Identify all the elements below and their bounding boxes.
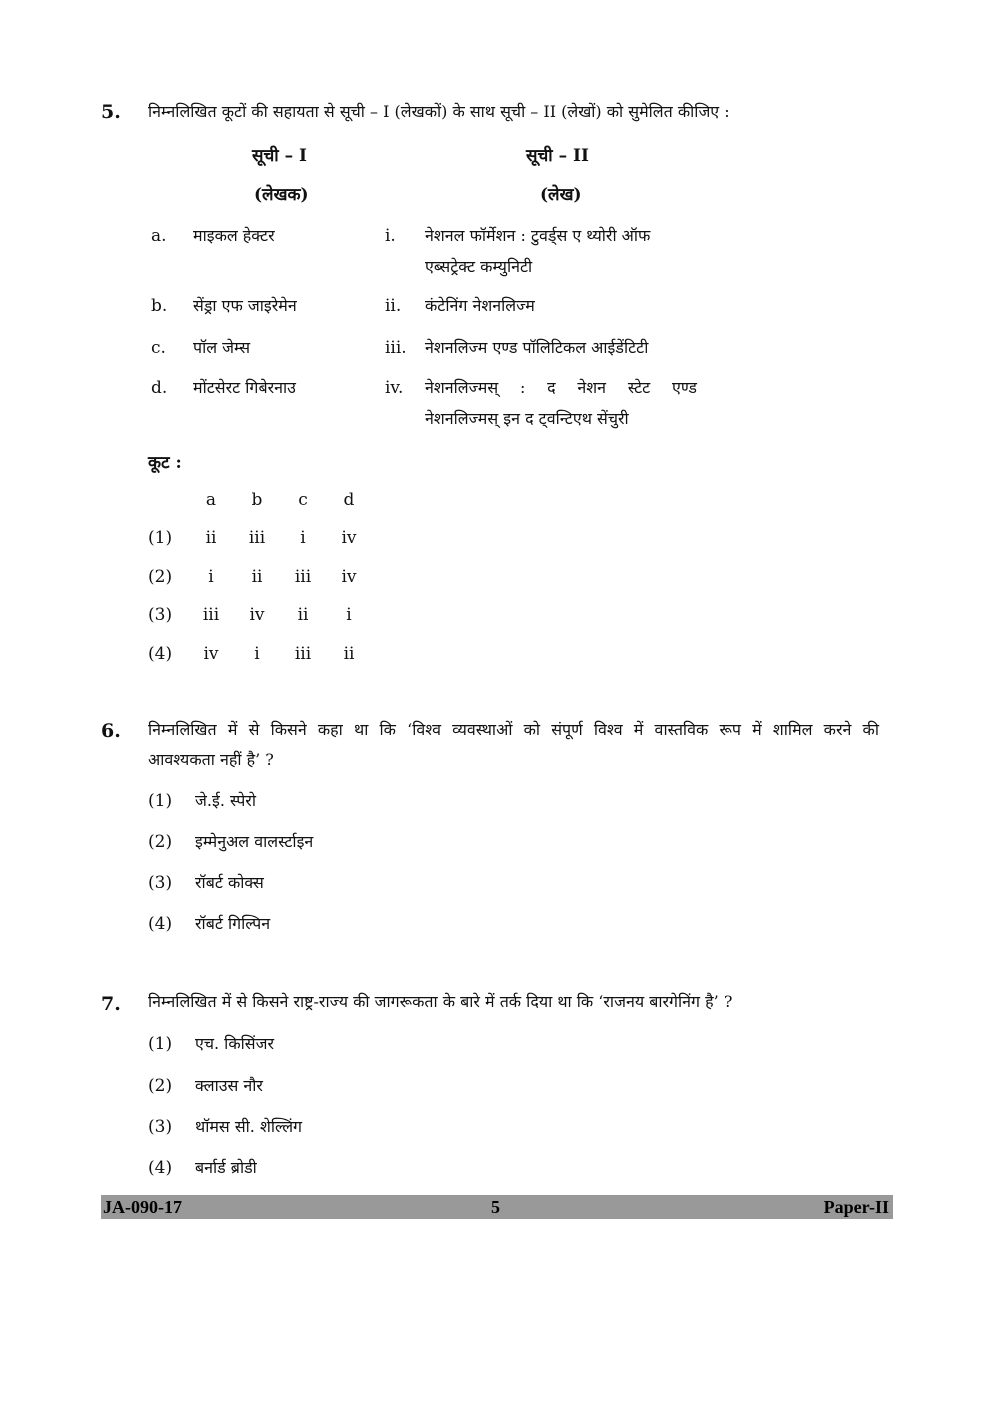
code-header: c bbox=[298, 490, 308, 510]
code-row-number: (1) bbox=[148, 528, 173, 548]
option-text: क्लाउस नौर bbox=[195, 1076, 263, 1095]
question-stem-continued: आवश्यकता नहीं है’ ? bbox=[148, 750, 274, 769]
code-row-number: (4) bbox=[148, 644, 173, 664]
author: सेंड्रा एफ जाइरेमेन bbox=[193, 296, 297, 315]
pair-label: a. bbox=[151, 226, 167, 246]
list1-title: सूची – I bbox=[252, 146, 307, 166]
code-cell: iv bbox=[341, 528, 357, 548]
code-cell: iii bbox=[294, 567, 312, 587]
list1-subtitle: (लेखक) bbox=[254, 185, 309, 205]
option-number: (3) bbox=[148, 1117, 173, 1137]
work-title-continued: नेशनलिज्मस् इन द ट्वन्टिएथ सेंचुरी bbox=[425, 409, 629, 428]
option-number: (2) bbox=[148, 832, 173, 852]
code-cell: iii bbox=[248, 528, 266, 548]
code-cell: ii bbox=[343, 644, 355, 664]
code-cell: i bbox=[346, 605, 352, 625]
work-roman: iv. bbox=[385, 378, 404, 398]
code-cell: i bbox=[208, 567, 214, 587]
work-title: नेशनल फॉर्मेशन : टुवर्ड्स ए थ्योरी ऑफ bbox=[425, 226, 651, 245]
work-roman: iii. bbox=[385, 338, 407, 358]
question-stem: निम्नलिखित कूटों की सहायता से सूची – I (लेखकों) के साथ सूची – II (लेखों) को सुमेलित कीजिए : bbox=[148, 102, 730, 121]
pair-label: b. bbox=[151, 296, 168, 316]
code-cell: iv bbox=[249, 605, 265, 625]
option-number: (1) bbox=[148, 1034, 173, 1054]
work-roman: i. bbox=[385, 226, 396, 246]
pair-label: c. bbox=[151, 338, 166, 358]
option-number: (3) bbox=[148, 873, 173, 893]
page-footer bbox=[101, 1195, 893, 1219]
option-text: थॉमस सी. शेल्लिंग bbox=[195, 1117, 303, 1136]
work-title-continued: एब्सट्रेक्ट कम्युनिटी bbox=[425, 257, 533, 276]
option-number: (4) bbox=[148, 1158, 173, 1178]
option-text: बर्नार्ड ब्रोडी bbox=[195, 1158, 257, 1177]
code-header: d bbox=[343, 490, 355, 510]
code-header: a bbox=[205, 490, 217, 510]
option-number: (2) bbox=[148, 1076, 173, 1096]
list2-title: सूची – II bbox=[526, 146, 589, 166]
option-text: इम्मेनुअल वालर्स्टाइन bbox=[195, 832, 314, 851]
question-stem: निम्नलिखित में से किसने राष्ट्र-राज्य की जागरूकता के बारे में तर्क दिया था कि ‘राजनय बारगेनिंग है’ ? bbox=[148, 992, 733, 1011]
question-number: 6. bbox=[101, 720, 121, 742]
author: माइकल हेक्टर bbox=[193, 226, 275, 245]
list2-subtitle: (लेख) bbox=[540, 185, 582, 205]
paper-label: Paper-II bbox=[823, 1197, 889, 1217]
author: पॉल जेम्स bbox=[193, 338, 251, 357]
option-text: जे.ई. स्पेरो bbox=[195, 791, 256, 810]
code-cell: iii bbox=[294, 644, 312, 664]
code-cell: iv bbox=[341, 567, 357, 587]
option-number: (4) bbox=[148, 914, 173, 934]
question-stem: निम्नलिखित में से किसने कहा था कि ‘विश्व व्यवस्थाओं को संपूर्ण विश्व में वास्तविक रूप में शामिल करने की bbox=[148, 720, 879, 739]
code-header: b bbox=[251, 490, 263, 510]
work-title: नेशनलिज्मस् : द नेशन स्टेट एण्ड bbox=[425, 378, 697, 397]
work-title: कंटेनिंग नेशनलिज्म bbox=[425, 296, 535, 315]
work-roman: ii. bbox=[385, 296, 402, 316]
pair-label: d. bbox=[151, 378, 168, 398]
code-cell: i bbox=[254, 644, 260, 664]
code-label: कूट : bbox=[148, 453, 182, 473]
option-text: एच. किसिंजर bbox=[195, 1034, 274, 1053]
option-number: (1) bbox=[148, 791, 173, 811]
option-text: रॉबर्ट गिल्पिन bbox=[195, 914, 271, 933]
code-cell: ii bbox=[251, 567, 263, 587]
code-cell: ii bbox=[297, 605, 309, 625]
author: मोंटसेरट गिबेरनाउ bbox=[193, 378, 296, 397]
paper-code: JA-090-17 bbox=[103, 1197, 182, 1217]
option-text: रॉबर्ट कोक्स bbox=[195, 873, 264, 892]
code-row-number: (3) bbox=[148, 605, 173, 625]
question-number: 5. bbox=[101, 101, 121, 123]
code-cell: iv bbox=[203, 644, 219, 664]
code-cell: iii bbox=[202, 605, 220, 625]
question-number: 7. bbox=[101, 993, 121, 1015]
code-cell: i bbox=[300, 528, 306, 548]
code-cell: ii bbox=[205, 528, 217, 548]
work-title: नेशनलिज्म एण्ड पॉलिटिकल आईडेंटिटी bbox=[425, 338, 649, 357]
code-row-number: (2) bbox=[148, 567, 173, 587]
page-number: 5 bbox=[491, 1197, 500, 1217]
